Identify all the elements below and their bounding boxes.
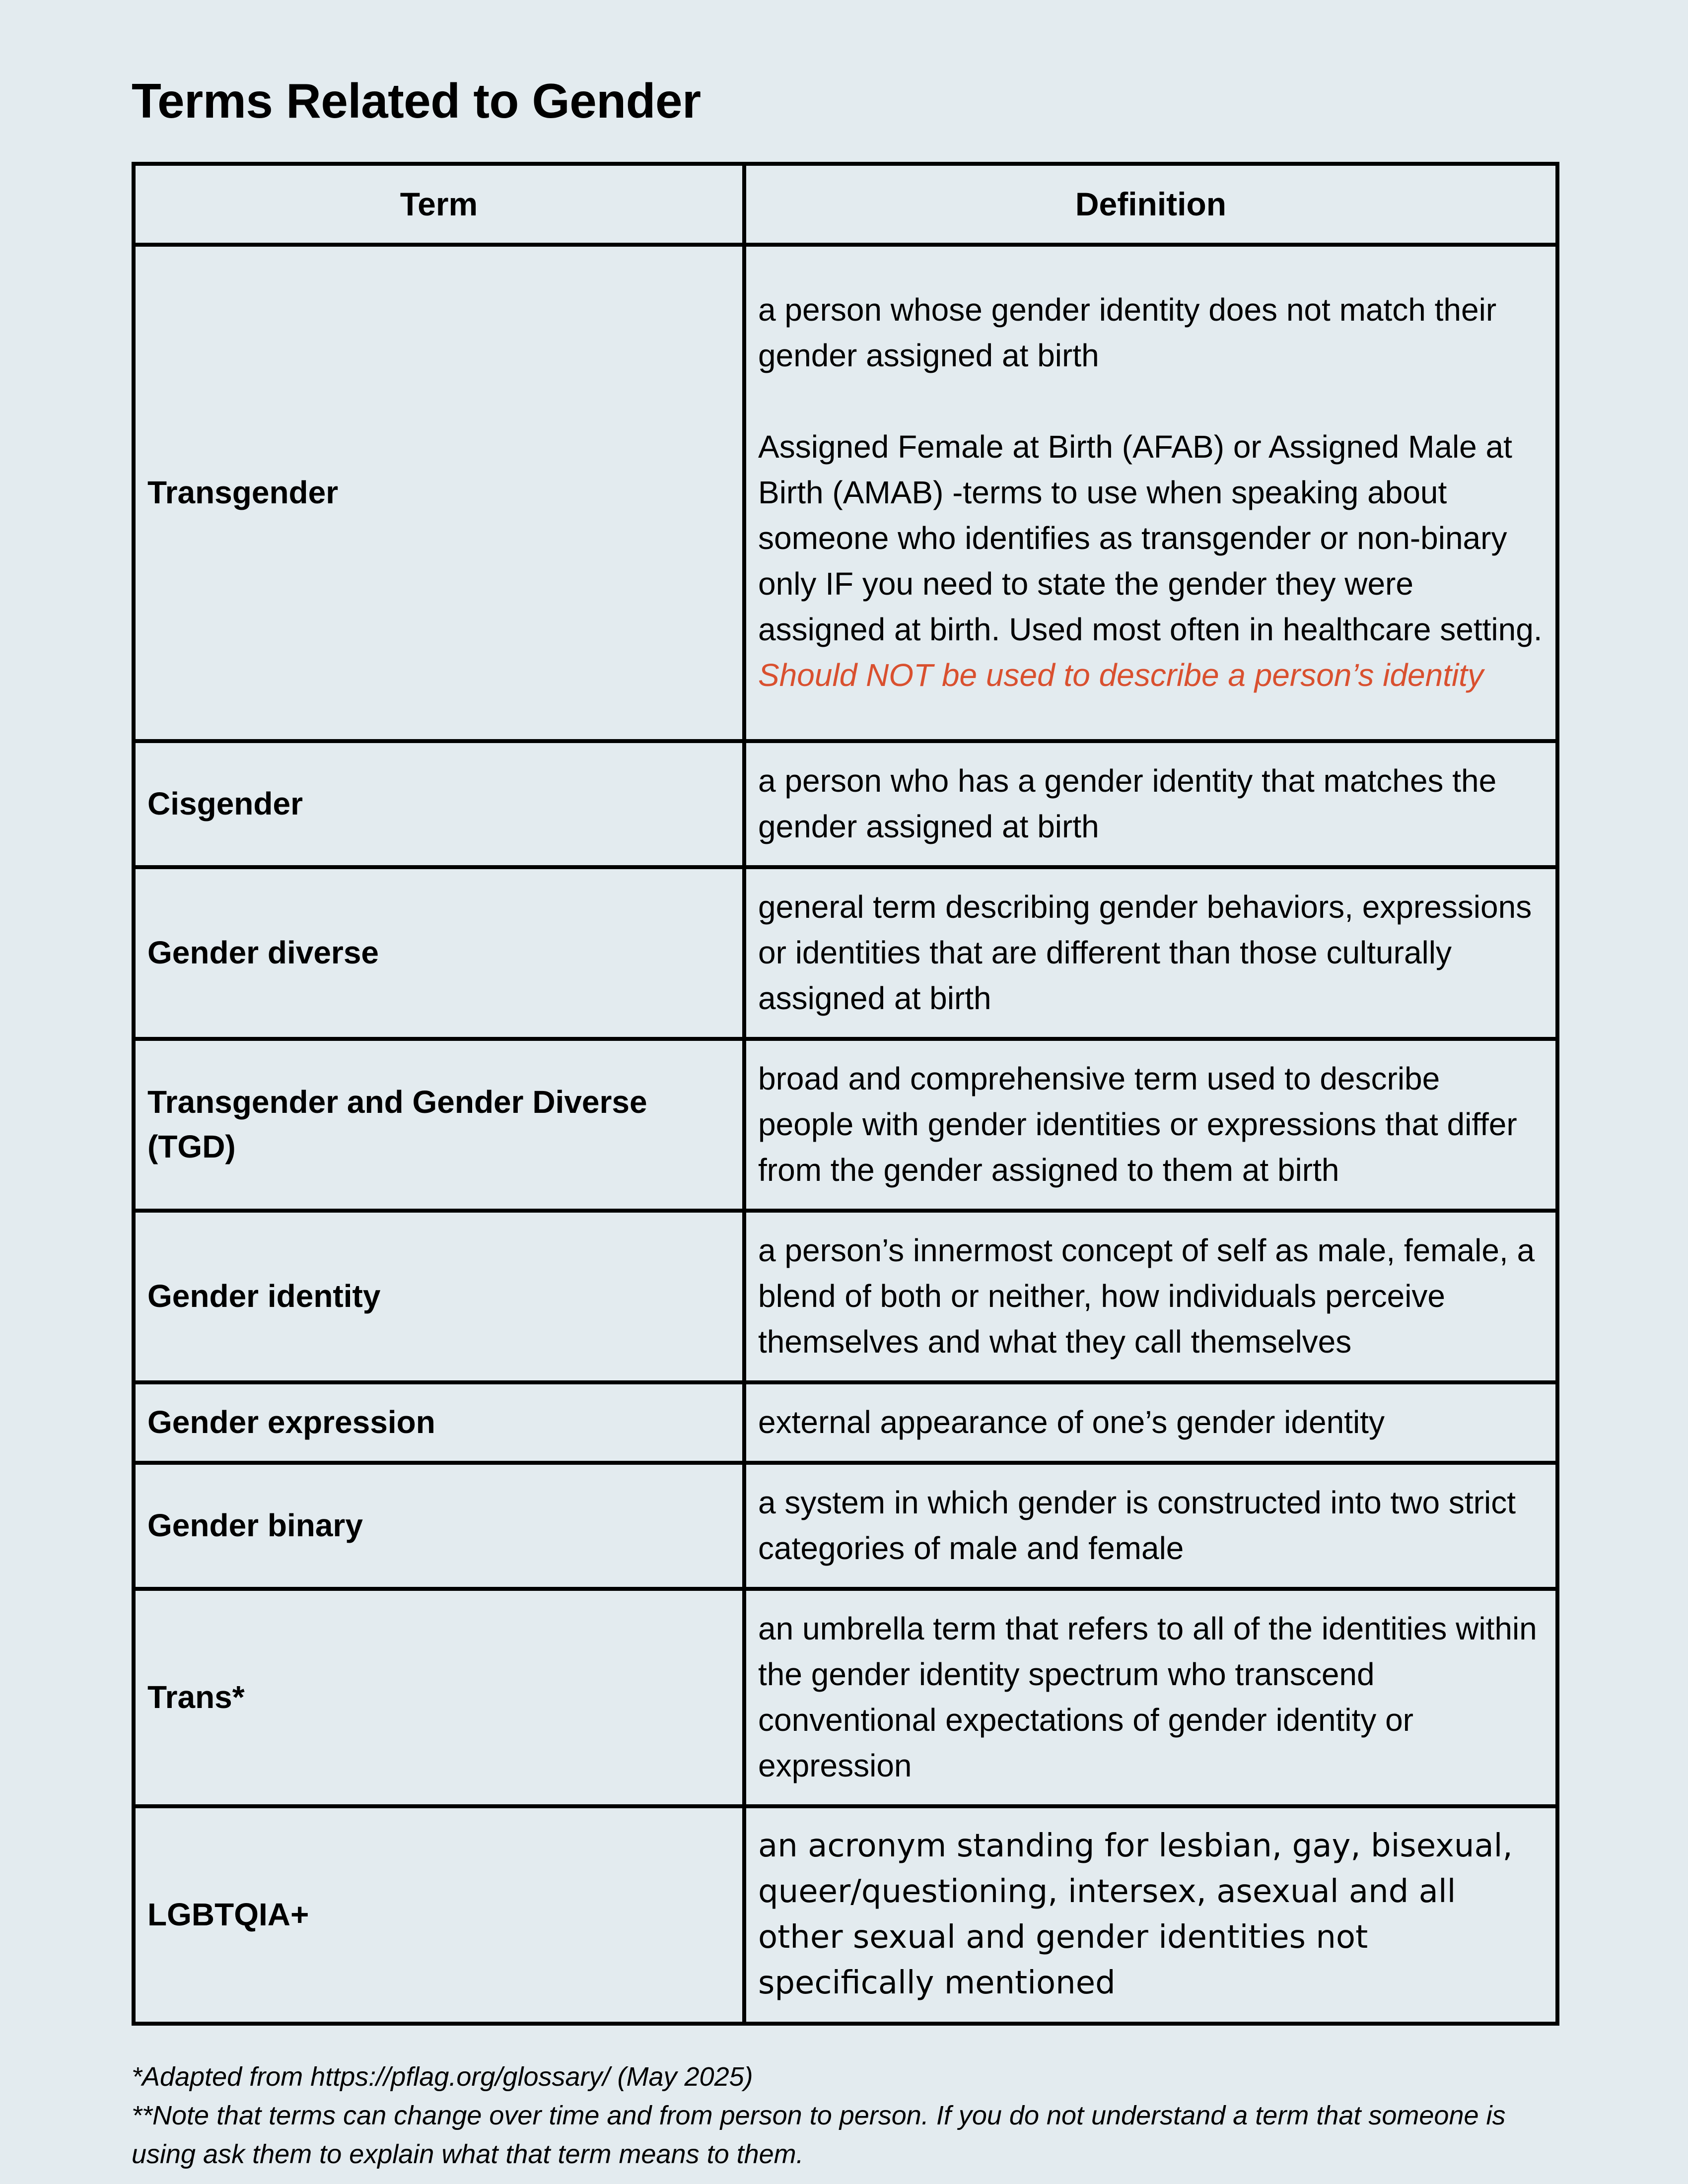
definition-cell	[744, 245, 1557, 741]
table-row	[134, 1382, 1557, 1463]
table-row	[134, 1589, 1557, 1806]
definition-cell: broad and comprehensive term used to describe people with gender identities or expressions that differ from the gender assigned to them at birth	[744, 1039, 1557, 1211]
definition-cell: a person’s innermost concept of self as male, female, a blend of both or neither, how individuals perceive themselves and what they call themselves	[744, 1211, 1557, 1382]
term-cell: Transgender	[134, 245, 744, 741]
definition-cell: an acronym standing for lesbian, gay, bisexual, queer/questioning, intersex, asexual and all other sexual and gender identities not specifically mentioned	[744, 1806, 1557, 2024]
column-header-definition: Definition	[744, 164, 1557, 245]
term-cell: Gender expression	[134, 1382, 744, 1463]
paragraph-spacer	[758, 378, 1544, 424]
term-cell: Gender binary	[134, 1463, 744, 1589]
term-cell: Trans*	[134, 1589, 744, 1806]
document-page	[132, 74, 1555, 2174]
term-cell: Transgender and Gender Diverse (TGD)	[134, 1039, 744, 1211]
term-cell: Cisgender	[134, 741, 744, 867]
definition-cell: a person who has a gender identity that matches the gender assigned at birth	[744, 741, 1557, 867]
glossary-table	[132, 162, 1559, 2026]
term-cell: Gender diverse	[134, 867, 744, 1039]
definition-extra-text: Assigned Female at Birth (AFAB) or Assigned Male at Birth (AMAB) -terms to use when speaking about someone who identifies as transgender or non-binary only IF you need to state the gender they were assigned at birth. Used most often in healthcare setting.	[758, 428, 1543, 647]
table-row	[134, 1463, 1557, 1589]
table-row	[134, 1211, 1557, 1382]
table-header-row	[134, 164, 1557, 245]
warning-text: Should NOT be used to describe a person’s identity	[758, 657, 1483, 693]
definition-cell: a system in which gender is constructed into two strict categories of male and female	[744, 1463, 1557, 1589]
definition-text: a person whose gender identity does not match their gender assigned at birth	[758, 291, 1497, 373]
source-footnote: *Adapted from https://pflag.org/glossary/ (May 2025)	[132, 2061, 753, 2092]
table-row	[134, 245, 1557, 741]
footnotes	[132, 2057, 1555, 2174]
table-row	[134, 1039, 1557, 1211]
definition-cell: general term describing gender behaviors, expressions or identities that are different than those culturally assigned at birth	[744, 867, 1557, 1039]
note-footnote: **Note that terms can change over time and from person to person. If you do not understand a term that someone is using ask them to explain what that term means to them.	[132, 2100, 1506, 2169]
term-cell: Gender identity	[134, 1211, 744, 1382]
definition-cell: external appearance of one’s gender identity	[744, 1382, 1557, 1463]
table-row	[134, 867, 1557, 1039]
term-cell: LGBTQIA+	[134, 1806, 744, 2024]
definition-cell: an umbrella term that refers to all of the identities within the gender identity spectrum who transcend conventional expectations of gender identity or expression	[744, 1589, 1557, 1806]
table-row	[134, 741, 1557, 867]
column-header-term: Term	[134, 164, 744, 245]
page-title: Terms Related to Gender	[132, 73, 701, 128]
table-row	[134, 1806, 1557, 2024]
